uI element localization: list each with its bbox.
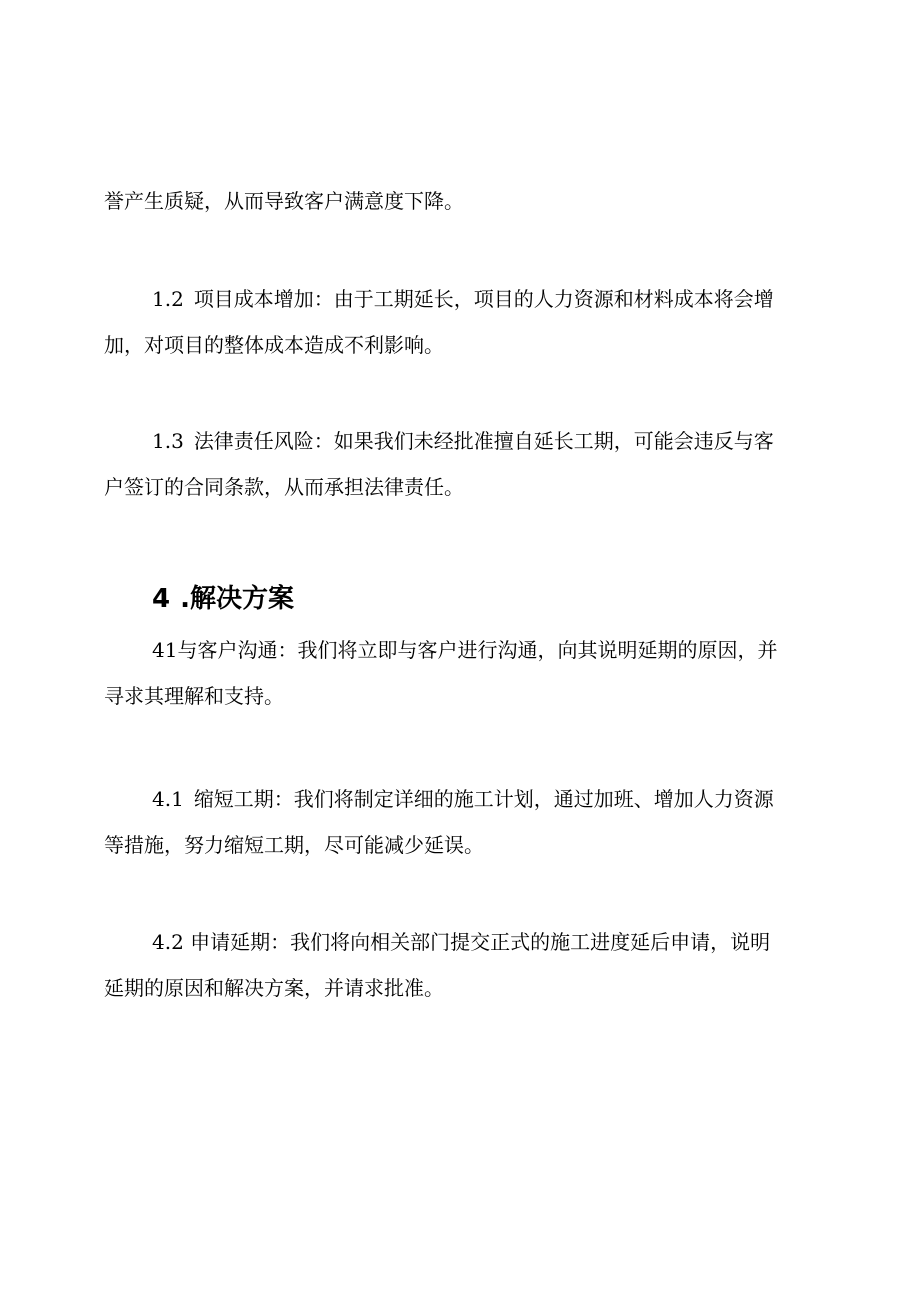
paragraph-line — [104, 276, 824, 322]
paragraph-line: 加，对项目的整体成本造成不利影响。 — [104, 333, 444, 357]
paragraph-line: 寻求其理解和支持。 — [104, 684, 284, 708]
paragraph-line: 延期的原因和解决方案，并请求批准。 — [104, 976, 444, 1000]
paragraph-text: 缩短工期：我们将制定详细的施工计划，通过加班、增加人力资源 — [193, 787, 774, 811]
heading-text: .解决方案 — [180, 584, 294, 614]
paragraph-line: 4.2 申请延期：我们将向相关部门提交正式的施工进度延后申请，说明 — [152, 930, 771, 954]
heading-number: 4 — [152, 584, 171, 614]
section-number: 4.1 — [152, 787, 184, 811]
paragraph-line: 户签订的合同条款，从而承担法律责任。 — [104, 475, 464, 499]
paragraph-1-3 — [104, 418, 824, 510]
paragraph-line — [104, 418, 824, 464]
section-heading-solutions — [152, 576, 294, 622]
paragraph-line — [104, 776, 824, 822]
paragraph-line: 誉产生质疑，从而导致客户满意度下降。 — [104, 189, 464, 213]
paragraph-line: 等措施，努力缩短工期，尽可能减少延误。 — [104, 833, 484, 857]
paragraph-text: 法律责任风险：如果我们未经批准擅自延长工期，可能会违反与客 — [193, 429, 774, 453]
paragraph-4-2 — [104, 919, 824, 1011]
paragraph-line: 41与客户沟通：我们将立即与客户进行沟通，向其说明延期的原因，并 — [152, 638, 778, 662]
paragraph-4-1 — [104, 776, 824, 868]
paragraph-1-2 — [104, 276, 824, 368]
paragraph-intro — [104, 178, 824, 224]
section-number: 1.2 — [152, 287, 184, 311]
section-number: 1.3 — [152, 429, 184, 453]
paragraph-text: 项目成本增加：由于工期延长，项目的人力资源和材料成本将会增 — [193, 287, 774, 311]
paragraph-41 — [104, 627, 824, 719]
